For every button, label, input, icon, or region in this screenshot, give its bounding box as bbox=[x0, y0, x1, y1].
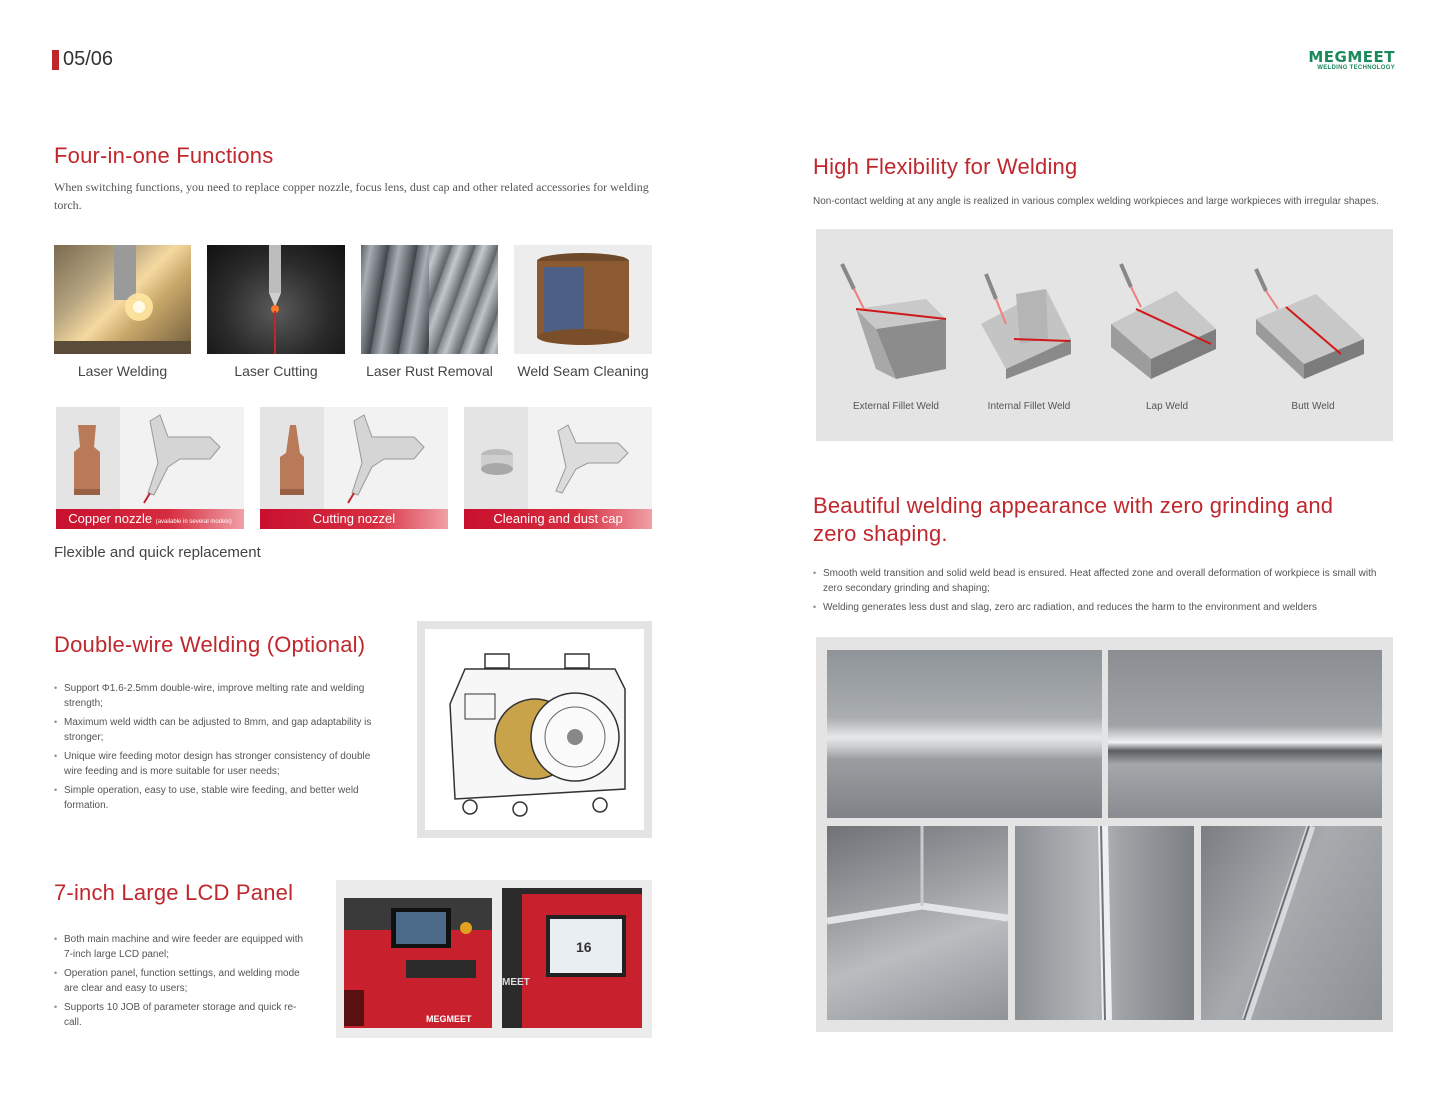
function-caption: Laser Welding bbox=[77, 363, 168, 379]
torch-icon bbox=[324, 407, 448, 509]
weld-type-label: Internal Fillet Weld bbox=[987, 401, 1071, 412]
weld-type-label: Butt Weld bbox=[1291, 401, 1335, 412]
accessory-card-dust-cap: Cleaning and dust cap bbox=[464, 407, 652, 529]
laser-cutting-photo bbox=[207, 245, 345, 354]
svg-text:MEET: MEET bbox=[502, 977, 530, 988]
bullet-item: • Simple operation, easy to use, stable wire feeding, and better weld formation. bbox=[54, 783, 379, 813]
four-in-one-title: Four-in-one Functions bbox=[54, 143, 274, 168]
page-marker bbox=[52, 50, 59, 70]
weld-seam-cleaning-photo bbox=[514, 245, 652, 354]
torch-icon bbox=[120, 407, 244, 509]
bullet-item: • Supports 10 JOB of parameter storage and quick re-call. bbox=[54, 1000, 314, 1030]
bullet-item: • Both main machine and wire feeder are equipped with 7-inch large LCD panel; bbox=[54, 932, 314, 962]
lcd-image-frame bbox=[336, 880, 652, 1038]
cutting-nozzle-icon bbox=[260, 407, 324, 509]
weld-type-label: External Fillet Weld bbox=[853, 401, 939, 412]
accessory-card-cutting-nozzle: Cutting nozzel bbox=[260, 407, 448, 529]
weld-samples-panel bbox=[816, 637, 1393, 1032]
lcd-machines-drawing bbox=[336, 880, 652, 1038]
flexibility-desc: Non-contact welding at any angle is realized in various complex welding workpieces and large workpieces with irregular shapes. bbox=[813, 196, 1379, 207]
four-in-one-desc: When switching functions, you need to replace copper nozzle, focus lens, dust cap and other related accessories for welding torch. bbox=[54, 180, 649, 212]
double-wire-bullets bbox=[54, 681, 379, 817]
wire-feeder-drawing bbox=[425, 629, 644, 830]
replace-caption: Flexible and quick replacement bbox=[54, 544, 261, 561]
lcd-bullets bbox=[54, 932, 314, 1034]
weld-types-panel bbox=[816, 229, 1393, 441]
svg-text:16: 16 bbox=[576, 939, 592, 955]
weld-sample-photo bbox=[1201, 826, 1382, 1020]
brand-logo: MEGMEET WELDING TECHNOLOGY bbox=[1308, 48, 1395, 71]
appearance-bullets bbox=[813, 566, 1393, 619]
weld-sample-photo bbox=[827, 826, 1008, 1020]
lcd-title: 7-inch Large LCD Panel bbox=[54, 880, 294, 905]
bullet-item: • Welding generates less dust and slag, zero arc radiation, and reduces the harm to the environment and welders bbox=[813, 600, 1393, 615]
laser-rust-removal-photo bbox=[361, 245, 498, 354]
flexibility-title: High Flexibility for Welding bbox=[813, 154, 1078, 179]
bullet-item: • Operation panel, function settings, and welding mode are clear and easy to users; bbox=[54, 966, 314, 996]
appearance-title: Beautiful welding appearance with zero grinding and zero shaping. bbox=[813, 493, 1334, 546]
accessory-card-copper-nozzle: Copper nozzle (available in several models) bbox=[56, 407, 244, 529]
bullet-item: • Smooth weld transition and solid weld bead is ensured. Heat affected zone and overall deformation of workpiece is small with zero secondary grinding and shaping; bbox=[813, 566, 1393, 596]
bullet-item: • Maximum weld width can be adjusted to 8mm, and gap adaptability is stronger; bbox=[54, 715, 379, 745]
weld-sample-photo bbox=[1015, 826, 1194, 1020]
laser-welding-photo bbox=[54, 245, 191, 354]
dust-cap-icon bbox=[464, 407, 528, 509]
weld-type-label: Lap Weld bbox=[1145, 401, 1189, 412]
svg-text:MEGMEET: MEGMEET bbox=[426, 1014, 472, 1024]
function-caption: Laser Rust Removal bbox=[366, 363, 493, 379]
copper-nozzle-icon bbox=[56, 407, 120, 509]
torch-icon bbox=[528, 407, 652, 509]
function-caption: Weld Seam Cleaning bbox=[517, 363, 649, 379]
function-caption: Laser Cutting bbox=[234, 363, 318, 379]
weld-sample-photo bbox=[1108, 650, 1382, 818]
double-wire-title: Double-wire Welding (Optional) bbox=[54, 632, 366, 657]
bullet-item: • Unique wire feeding motor design has stronger consistency of double wire feeding and is more suitable for user needs; bbox=[54, 749, 379, 779]
bullet-item: • Support Φ1.6-2.5mm double-wire, improve melting rate and welding strength; bbox=[54, 681, 379, 711]
weld-sample-photo bbox=[827, 650, 1102, 818]
double-wire-image-frame bbox=[417, 621, 652, 838]
page-number: 05/06 bbox=[52, 48, 113, 71]
